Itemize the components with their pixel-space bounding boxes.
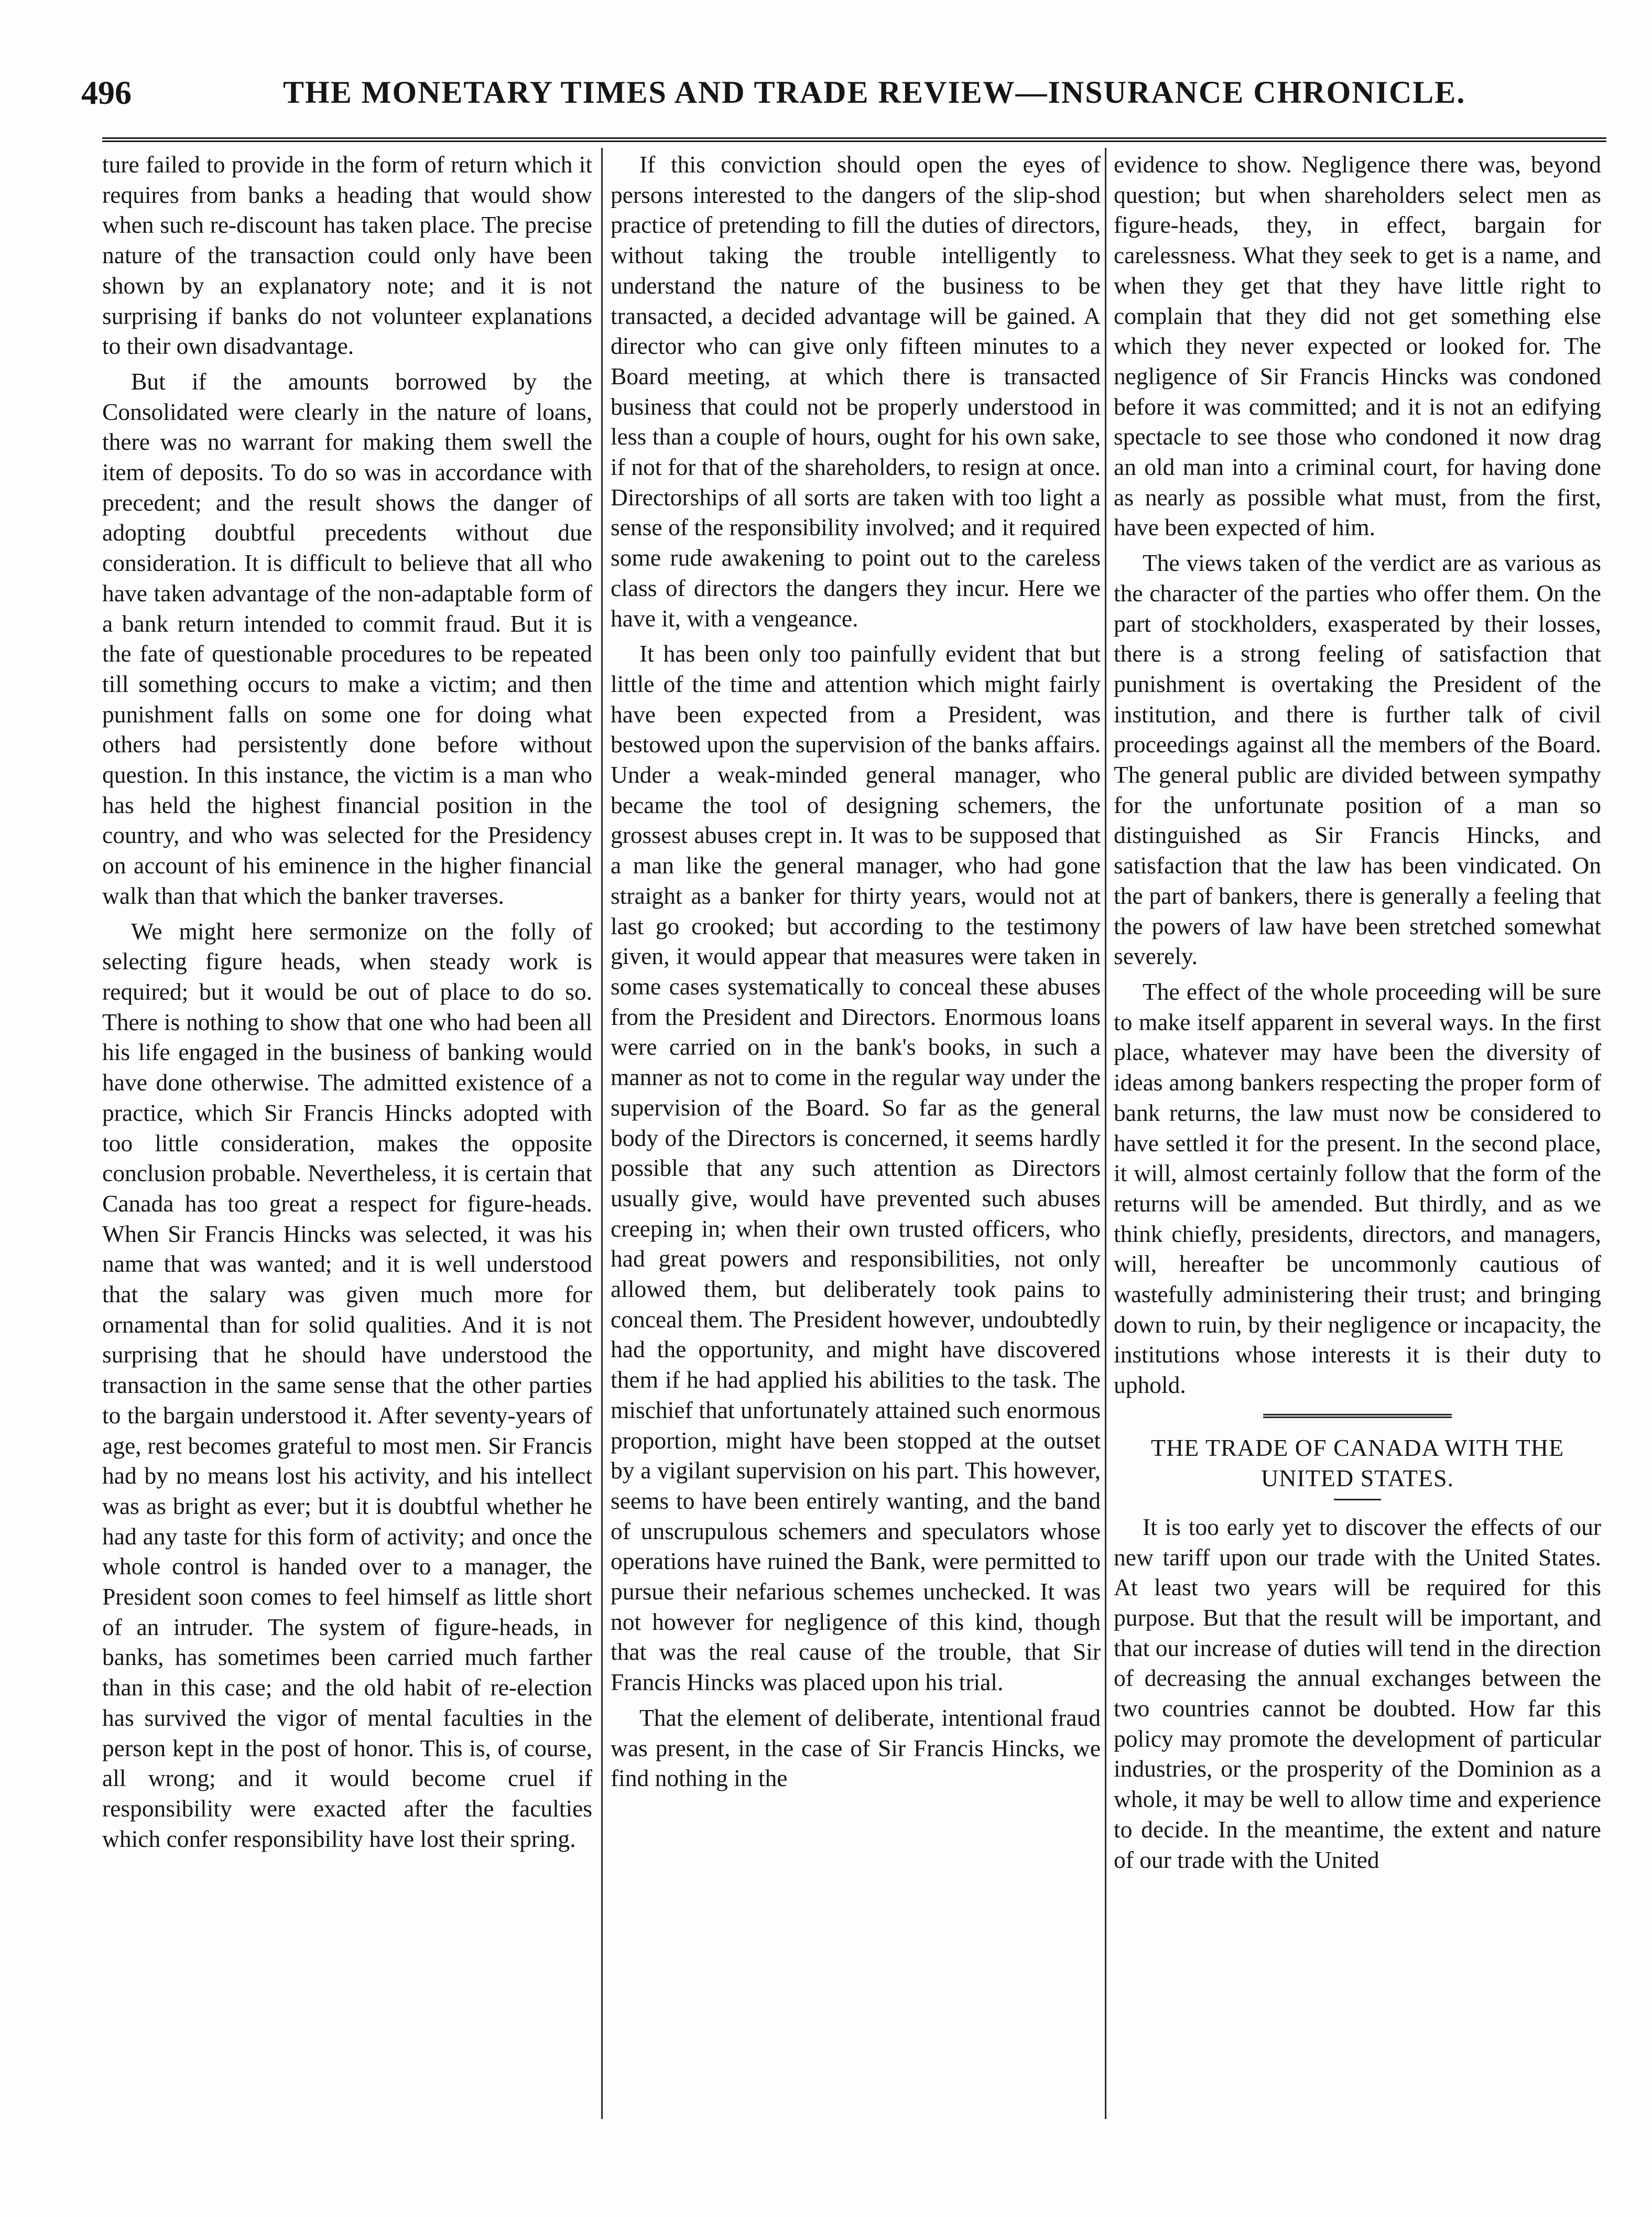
paragraph: If this conviction should open the eyes of persons interested to the dangers of the slip-shod practice of pretending to fill the duties of directors, without taking the trouble intelligently to understand the nature of the business to be transacted, a decided advantage will be gained. A director who can give only fifteen minutes to a Board meeting, at which there is transacted business that could not be properly understood in less than a couple of hours, ought for his own sake, if not for that of the shareholders, to resign at once. Directorships of all sorts are taken with too light a sense of the responsibility involved; and it required some rude awakening to point out to the careless class of directors the dangers they incur. Here we have it, with a vengeance. (611, 151, 1101, 632)
paragraph: ture failed to provide in the form of return which it requires from banks a heading that would show when such re-discount has taken place. The precise nature of the transaction could only have been shown by an explanatory note; and it is not surprising if banks do not volunteer explanations to their own disadvantage. (102, 151, 592, 360)
page-number: 496 (81, 74, 132, 111)
column-3 (1114, 149, 1601, 2121)
column-1 (102, 149, 592, 2121)
paragraph: It has been only too painfully evident that but little of the time and attention which might fairly have been expected from a President, was bestowed upon the supervision of the banks affairs. Under a weak-minded general manager, who became the tool of designing schemers, the grossest abuses crept in. It was to be supposed that a man like the general manager, who had gone straight as a banker for thirty years, would not at last go crooked; but according to the testimony given, it would appear that measures were taken in some cases systematically to conceal these abuses from the President and Directors. Enormous loans were carried on in the bank's books, in such a manner as not to come in the regular way under the supervision of the Board. So far as the general body of the Directors is concerned, it seems hardly possible that any such attention as Directors usually give, would have prevented such abuses creeping in; when their own trusted officers, who had great powers and responsibilities, not only allowed them, but deliberately took pains to conceal them. The President however, undoubtedly had the opportunity, and might have discovered them if he had applied his abilities to the task. The mischief that unfortunately attained such enormous proportion, might have been stopped at the outset by a vigilant supervision on his part. This however, seems to have been entirely wanting, and the band of unscrupulous schemers and speculators whose operations have ruined the Bank, were permitted to pursue their nefarious schemes unchecked. It was not however for negligence of this kind, though that was the real cause of the trouble, that Sir Francis Hincks was placed upon his trial. (611, 640, 1101, 1696)
paragraph: That the element of deliberate, intentional fraud was present, in the case of Sir Francis Hincks, we find nothing in the (611, 1704, 1101, 1792)
article-separator (1263, 1414, 1452, 1418)
column-2 (611, 149, 1101, 2121)
column-divider (601, 148, 603, 2119)
paragraph: We might here sermonize on the folly of selecting figure heads, when steady work is required; but it would be out of place to do so. There is nothing to show that one who had been all his life engaged in the business of banking would have done otherwise. The admitted existence of a practice, which Sir Francis Hincks adopted with too little consideration, makes the opposite conclusion probable. Nevertheless, it is certain that Canada has too great a respect for figure-heads. When Sir Francis Hincks was selected, it was his name that was wanted; and it is well understood that the salary was given much more for ornamental than for solid qualities. And it is not surprising that he should have understood the transaction in the same sense that the other parties to the bargain understood it. After seventy-years of age, rest becomes grateful to most men. Sir Francis had by no means lost his activity, and his intellect was as bright as ever; but it is doubtful whether he had any taste for this form of activity; and once the whole control is handed over to a manager, the President soon comes to feel himself as little short of an intruder. The system of figure-heads, in banks, has sometimes been carried much farther than in this case; and the old habit of re-election has survived the vigor of mental faculties in the person kept in the post of honor. This is, of course, all wrong; and it would become cruel if responsibility were exacted after the faculties which confer responsibility have lost their spring. (102, 917, 592, 1852)
running-title: THE MONETARY TIMES AND TRADE REVIEW—INSURANCE CHRONICLE. (283, 75, 1466, 110)
page-header (81, 73, 1580, 131)
paragraph: The effect of the whole proceeding will be sure to make itself apparent in several ways. In the first place, whatever may have been the diversity of ideas among bankers respecting the proper form of bank returns, the law must now be considered to have settled it for the present. In the second place, it will, almost certainly follow that the form of the returns will be amended. But thirdly, and as we think chiefly, presidents, directors, and managers, will, hereafter be uncommonly cautious of wastefully administering their trust; and bringing down to ruin, by their negligence or incapacity, the institutions whose interests it is their duty to uphold. (1114, 978, 1601, 1399)
title-rule (1334, 1499, 1381, 1500)
article-title: THE TRADE OF CANADA WITH THE UNITED STATES. (1150, 1434, 1564, 1491)
paragraph: But if the amounts borrowed by the Consolidated were clearly in the nature of loans, there was no warrant for making them swell the item of deposits. To do so was in accordance with precedent; and the result shows the danger of adopting doubtful precedents without due consideration. It is difficult to believe that all who have taken advantage of the non-adaptable form of a bank return intended to commit fraud. But it is the fate of questionable procedures to be repeated till something occurs to make a victim; and then punishment falls on some one for doing what others had persistently done before without question. In this instance, the victim is a man who has held the highest financial position in the country, and who was selected for the Presidency on account of his eminence in the higher financial walk than that which the banker traverses. (102, 367, 592, 909)
paragraph: It is too early yet to discover the effects of our new tariff upon our trade with the United States. At least two years will be required for this purpose. But that the result will be important, and that our increase of duties will tend in the direction of decreasing the annual exchanges between the two countries cannot be doubted. How far this policy may promote the development of particular industries, or the prosperity of the Dominion as a whole, it may be well to allow time and experience to decide. In the meantime, the extent and nature of our trade with the United (1114, 1513, 1601, 1873)
paragraph: The views taken of the verdict are as various as the character of the parties who offer them. On the part of stockholders, exasperated by their losses, there is a strong feeling of satisfaction that punishment is overtaking the President of the institution, and there is further talk of civil proceedings against all the members of the Board. The general public are divided between sympathy for the unfortunate position of a man so distinguished as Sir Francis Hincks, and satisfaction that the law has been vindicated. On the part of bankers, there is generally a feeling that the powers of law have been stretched somewhat severely. (1114, 549, 1601, 970)
paragraph: evidence to show. Negligence there was, beyond question; but when shareholders select men as figure-heads, they, in effect, bargain for carelessness. What they seek to get is a name, and when they get that they have little right to complain that they did not get something else which they never expected or looked for. The negligence of Sir Francis Hincks was condoned before it was committed; and it is not an edifying spectacle to see those who condoned it now drag an old man into a criminal court, for having done as nearly as possible what must, from the first, have been expected of him. (1114, 151, 1601, 541)
header-rule (102, 137, 1606, 142)
column-divider (1105, 148, 1106, 2119)
